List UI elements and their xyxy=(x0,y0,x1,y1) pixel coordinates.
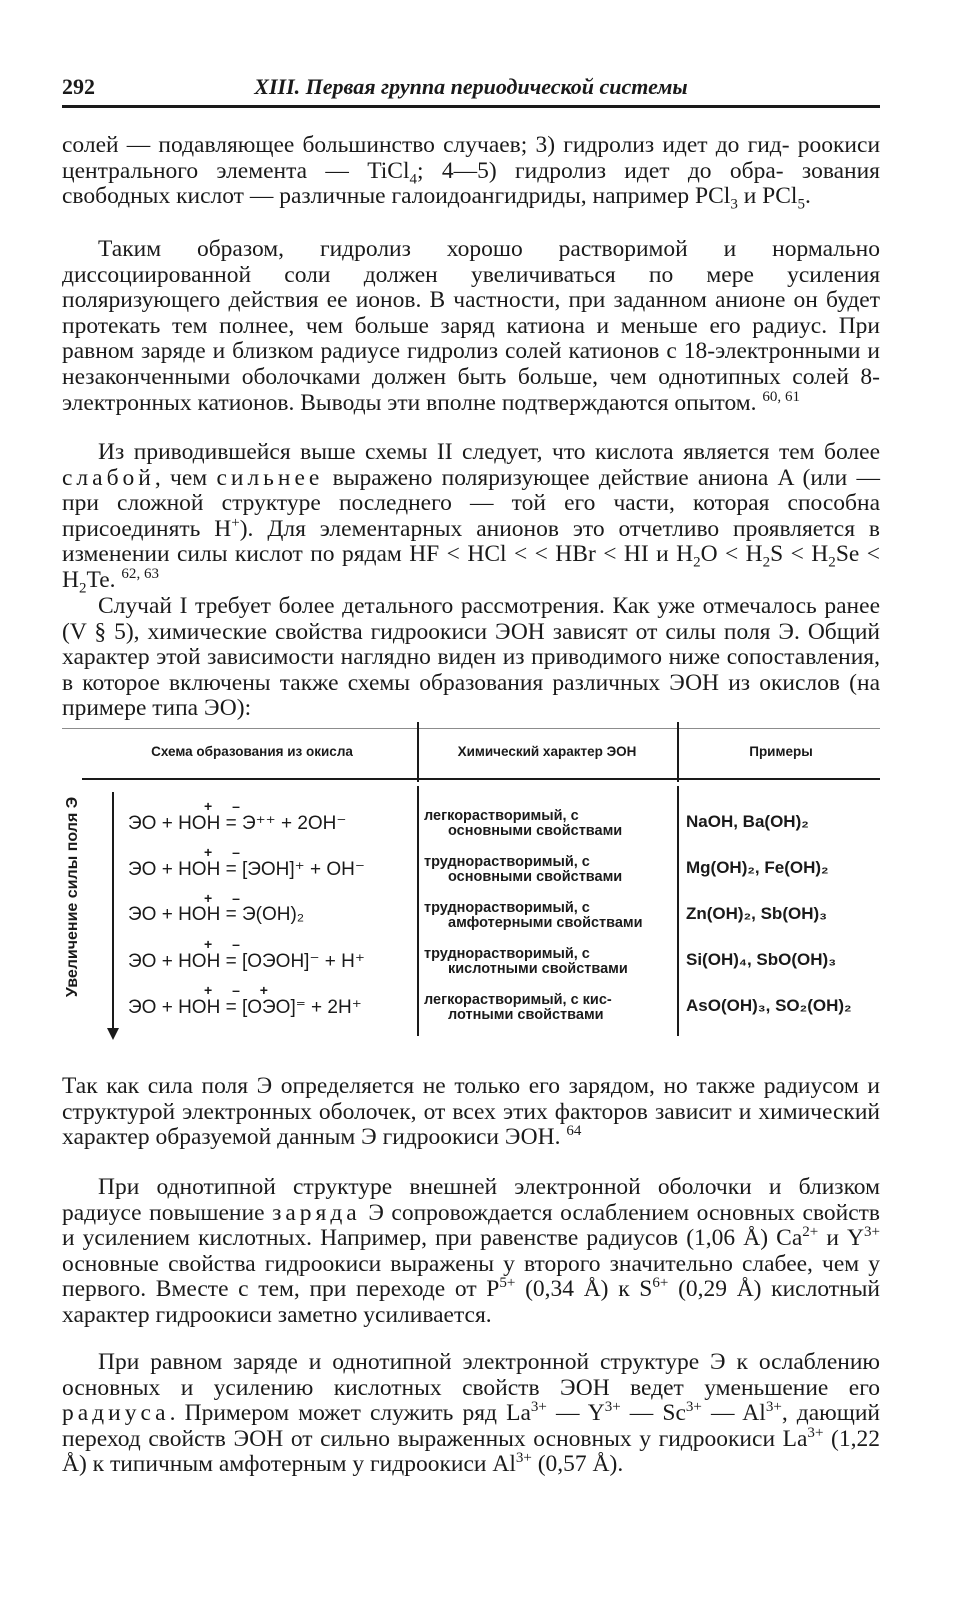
p6-a: При однотипной структуре внешней электронной оболочки и близком радиусе повышение xyxy=(62,1174,880,1226)
p3-g: Se < H xyxy=(62,541,880,593)
p6-f: (0,29 Å) кислотный характер гидроокиси заметно усиливается. xyxy=(62,1276,880,1328)
row-equation: ЭО + HOH = [ЭОН]⁺ + OH⁻ xyxy=(128,859,365,880)
p7-h: (0,57 Å). xyxy=(531,1451,624,1478)
p6-c-sup: 3+ xyxy=(863,1224,880,1241)
p7-c-sup: 3+ xyxy=(604,1399,621,1416)
paragraph-7 xyxy=(62,1350,880,1478)
p1-line-2: роокиси центрального элемента — TiCl xyxy=(62,132,881,184)
p6-d: основные свойства гидроокиси выражены у второго значительно слабее, чем у первого. Вместе с тем, при переходе от P xyxy=(62,1250,880,1303)
p1-pcl3: PCl xyxy=(695,183,731,210)
p1-line-1: солей — подавляющее большинство случаев; 3) гидролиз идет до гид- xyxy=(62,132,790,158)
p3-e-sub: 2 xyxy=(762,555,771,572)
row-character xyxy=(424,855,674,885)
row-equation: ЭО + HOH = Э(OH)₂ xyxy=(128,904,305,925)
header-bottom-rule xyxy=(82,778,880,780)
p3-c-sup: + xyxy=(231,514,240,531)
row-character-line2: кислотными свойствами xyxy=(448,961,628,977)
row-equation: ЭО + HOH = [OЭOH]⁻ + H⁺ xyxy=(128,951,365,972)
p1-line-2-end: ; 4—5) гидролиз идет до обра- xyxy=(417,157,784,184)
p7-b: . Примером может служить ряд La xyxy=(169,1400,531,1427)
p3-c: выражено поляризующее действие аниона A (или — при сложной структуре последнего — той его части, которая способна присоединять H xyxy=(62,464,881,542)
p7-d: — Sc xyxy=(620,1400,686,1427)
p6-b-sup: 2+ xyxy=(802,1224,819,1241)
row-examples: AsO(OH)₃, SO₂(OH)₂ xyxy=(686,996,852,1015)
hydroxide-table xyxy=(62,722,880,1052)
row-character-line1: легкорастворимый, с xyxy=(424,808,579,824)
row-examples: Si(OH)₄, SbO(OH)₃ xyxy=(686,950,837,969)
row-character-line1: труднорастворимый, с xyxy=(424,900,590,916)
p3-a: Из приводившейся выше схемы II следует, что кислота является тем более xyxy=(98,439,880,465)
row-charges: + – + xyxy=(204,982,276,998)
p1-pcl5: и PCl xyxy=(737,183,798,210)
table-row xyxy=(62,890,880,936)
paragraph-3-text xyxy=(62,439,881,597)
p3-b: , чем xyxy=(154,464,217,491)
p4-body: Случай I требует более детального рассмотрения. Как уже отмечалось ранее (V § 5), химические свойства гидроокиси ЭОН зависят от силы поля Э. Общий характер этой зависимости наглядно виден из приводимого ниже сопоставления, в которое включены также схемы образования различных ЭОН из окислов (на примере типа ЭО): xyxy=(62,593,880,722)
p1-sub: 4 xyxy=(409,171,418,188)
table-row xyxy=(62,982,880,1028)
paragraph-6 xyxy=(62,1175,880,1329)
row-character-line1: легкорастворимый, с кис- xyxy=(424,992,612,1008)
row-charges: + – xyxy=(204,936,248,952)
row-character xyxy=(424,993,674,1023)
p1-line-3: зования свободных кислот — различные галоидоангидриды, например xyxy=(62,157,880,210)
p2-refs: 60, 61 xyxy=(762,388,800,405)
row-charges: + – xyxy=(204,844,248,860)
row-equation: ЭО + HOH = [OЭO]⁼ + 2H⁺ xyxy=(128,997,362,1018)
p3-e: O < H xyxy=(700,541,763,568)
p3-f: S < H xyxy=(770,541,829,568)
p7-f: , дающий переход свойств ЭОН от сильно выраженных основных у гидроокиси La xyxy=(62,1400,880,1452)
p1-sub-3: 3 xyxy=(730,196,738,213)
p7-a: При равном заряде и однотипной электронной структуре Э к ослаблению основных и усилению кислотных свойств ЭОН ведет уменьшение его xyxy=(62,1349,880,1401)
col-header-scheme: Схема образования из окисла xyxy=(151,744,353,759)
p6-b: Э сопровождается ослаблением основных свойств и усилением кислотных. Например, при равенстве радиусов (1,06 Å) Ca xyxy=(62,1199,881,1252)
p2-body: Таким образом, гидролиз хорошо растворимой и нормально диссоциированной соли должен увеличиваться по мере усиления поляризующего действия ее ионов. В частности, при заданном анионе он будет протекать тем полнее, чем больше заряд катиона и меньше его радиус. При равном заряде и близком радиусе гидролиз солей катионов с 18-электронными и незаконченными оболочками должен быть больше, чем однотипных солей 8-электронных катионов. Выводы эти вполне подтверждаются опытом. xyxy=(62,236,880,416)
p5-ref: 64 xyxy=(566,1123,582,1140)
p7-d-sup: 3+ xyxy=(685,1399,702,1416)
paragraph-7-text xyxy=(62,1350,880,1478)
col-header-character: Химический характер ЭОН xyxy=(457,744,637,759)
row-character-line2: основными свойствами xyxy=(448,823,623,839)
p1-end: . xyxy=(804,183,811,210)
p1-sub-5: 5 xyxy=(797,196,805,213)
row-charges: + – xyxy=(204,798,248,814)
row-character-line2: лотными свойствами xyxy=(448,1007,604,1023)
page-number: 292 xyxy=(62,74,95,99)
p3-refs: 62, 63 xyxy=(121,566,159,583)
row-character-line2: амфотерными свойствами xyxy=(448,915,643,931)
p3-stronger: сильнее xyxy=(216,464,324,491)
p7-f-sup: 3+ xyxy=(807,1424,824,1441)
row-equation: ЭО + HOH = Э⁺⁺ + 2OH⁻ xyxy=(128,813,347,834)
row-character-line1: труднорастворимый, с xyxy=(424,854,590,870)
p7-b-sup: 3+ xyxy=(530,1399,547,1416)
paragraph-2-text xyxy=(62,237,880,416)
col-divider-1-head xyxy=(417,722,419,782)
table-row xyxy=(62,936,880,982)
paragraph-5-text xyxy=(62,1074,880,1151)
p3-f-sub: 2 xyxy=(828,555,836,572)
header-rule xyxy=(62,105,880,108)
paragraph-6-text xyxy=(62,1175,880,1329)
row-character xyxy=(424,947,674,977)
p3-weaker: слабой xyxy=(62,464,155,491)
paragraph-1-text xyxy=(62,132,881,213)
table-row xyxy=(62,798,880,844)
paragraph-5 xyxy=(62,1074,880,1151)
running-title: XIII. Первая группа периодической системы xyxy=(254,74,688,99)
p7-c: — Y xyxy=(546,1400,605,1427)
p7-radius: радиуса xyxy=(62,1400,170,1427)
p6-d-sup: 5+ xyxy=(499,1275,516,1292)
p3-d: ). Для элементарных анионов это отчетливо проявляется в изменении силы кислот по рядам HF < HCl < < HBr < HI и H xyxy=(62,515,880,568)
p7-e: — Al xyxy=(701,1400,766,1427)
row-examples: NaOH, Ba(OH)₂ xyxy=(686,812,809,831)
table-top-rule xyxy=(62,728,880,729)
paragraph-3 xyxy=(62,439,881,597)
p6-charge: заряда xyxy=(272,1199,361,1226)
p5-body: Так как сила поля Э определяется не только его зарядом, но также радиусом и структурой электронных оболочек, от всех этих факторов зависит и химический характер образуемой данным Э гидроокиси ЭОН. xyxy=(62,1073,880,1151)
paragraph-4 xyxy=(62,594,880,722)
paragraph-4-text xyxy=(62,594,880,722)
col-header-examples: Примеры xyxy=(749,744,813,759)
paragraph-2 xyxy=(62,237,880,416)
p3-d-sub: 2 xyxy=(693,555,701,572)
table-row xyxy=(62,844,880,890)
p3-g-sub: 2 xyxy=(78,580,87,597)
p6-e-sup: 6+ xyxy=(652,1275,669,1292)
arrow-down-icon xyxy=(107,1028,119,1040)
row-examples: Zn(OH)₂, Sb(OH)₃ xyxy=(686,904,827,923)
row-character-line2: основными свойствами xyxy=(448,869,623,885)
p6-c: и Y xyxy=(818,1225,864,1252)
p7-g: (1,22 Å) к типичным амфотерным у гидроокиси Al xyxy=(62,1425,880,1478)
page-header xyxy=(62,74,880,104)
row-character-line1: труднорастворимый, с xyxy=(424,946,590,962)
p7-g-sup: 3+ xyxy=(515,1450,532,1467)
row-charges: + – xyxy=(204,890,248,906)
p6-e: (0,34 Å) к S xyxy=(515,1276,653,1303)
col-divider-2-head xyxy=(677,722,679,782)
side-label-field-strength: Увеличение силы поля Э xyxy=(64,796,81,998)
p3-h: Te. xyxy=(86,566,116,593)
row-character xyxy=(424,809,674,839)
row-examples: Mg(OH)₂, Fe(OH)₂ xyxy=(686,858,829,877)
row-character xyxy=(424,901,674,931)
p7-e-sup: 3+ xyxy=(765,1399,782,1416)
paragraph-1 xyxy=(62,132,881,213)
